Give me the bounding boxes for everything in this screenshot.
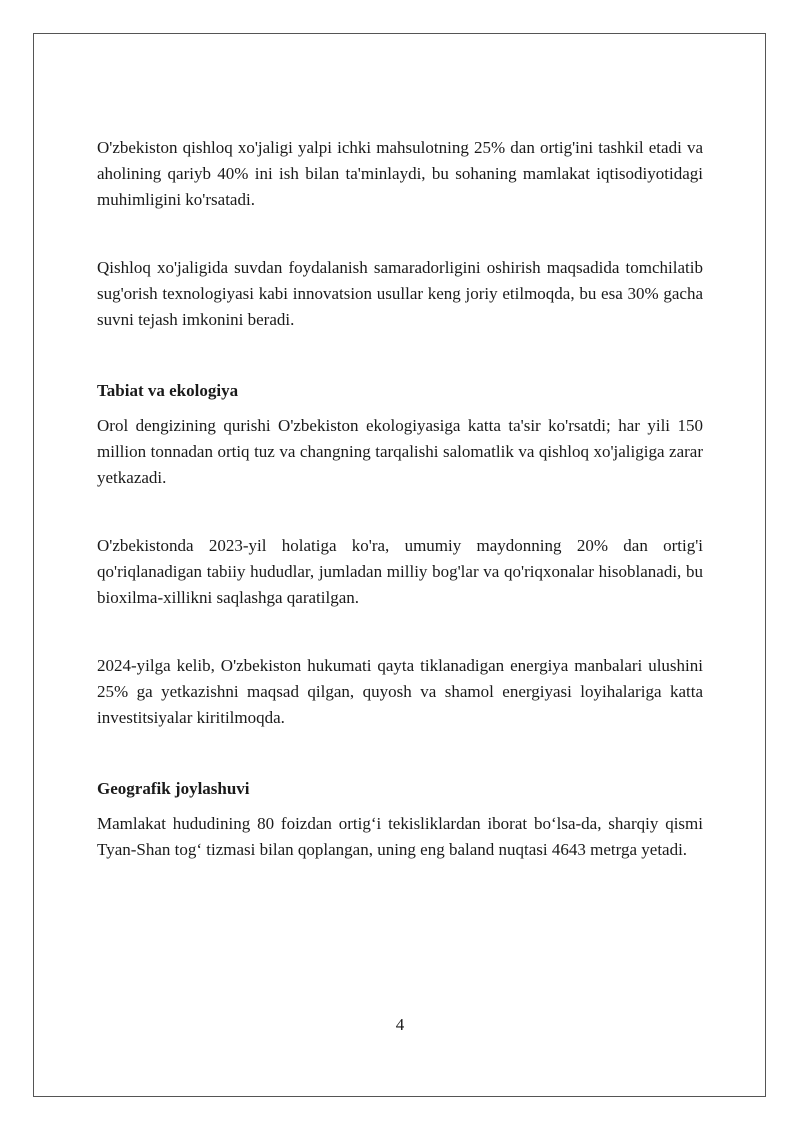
paragraph-protected-areas: O'zbekistonda 2023-yil holatiga ko'ra, umumiy maydonning 20% dan ortig'i qo'riqlanadigan tabiiy hududlar, jumladan milliy bog'lar va qo'riqxonalar hisoblanadi, bu bioxilma-xillikni saqlashga qaratilgan. xyxy=(97,536,703,607)
section-heading-geography: Geografik joylashuvi xyxy=(97,779,250,798)
paragraph-renewable-energy: 2024-yilga kelib, O'zbekiston hukumati qayta tiklanadigan energiya manbalari ulushini 25% ga yetkazishni maqsad qilgan, quyosh va shamol energiyasi loyihalariga katta investitsiyalar kiritilmoqda. xyxy=(97,656,703,727)
paragraph-drip-irrigation: Qishloq xo'jaligida suvdan foydalanish samaradorligini oshirish maqsadida tomchilatib sug'orish texnologiyasi kabi innovatsion usullar keng joriy etilmoqda, bu esa 30% gacha suvni tejash imkonini beradi. xyxy=(97,258,703,329)
paragraph-terrain: Mamlakat hududining 80 foizdan ortig‘i tekisliklardan iborat bo‘lsa-da, sharqiy qismi Tyan-Shan tog‘ tizmasi bilan qoplangan, uning eng baland nuqtasi 4643 metrga yetadi. xyxy=(97,814,703,859)
page-number: 4 xyxy=(395,1015,405,1034)
page-content xyxy=(97,135,703,863)
section-heading-nature: Tabiat va ekologiya xyxy=(97,381,239,400)
paragraph-aral-sea: Orol dengizining qurishi O'zbekiston ekologiyasiga katta ta'sir ko'rsatdi; har yili 150 million tonnadan ortiq tuz va changning tarqalishi salomatlik va qishloq xo'jaligiga zarar yetkazadi. xyxy=(97,416,703,487)
paragraph-agriculture-gdp: O'zbekiston qishloq xo'jaligi yalpi ichki mahsulotning 25% dan ortig'ini tashkil etadi va aholining qariyb 40% ini ish bilan ta'minlaydi, bu sohaning mamlakat iqtisodiyotidagi muhimligini ko'rsatadi. xyxy=(97,138,703,209)
